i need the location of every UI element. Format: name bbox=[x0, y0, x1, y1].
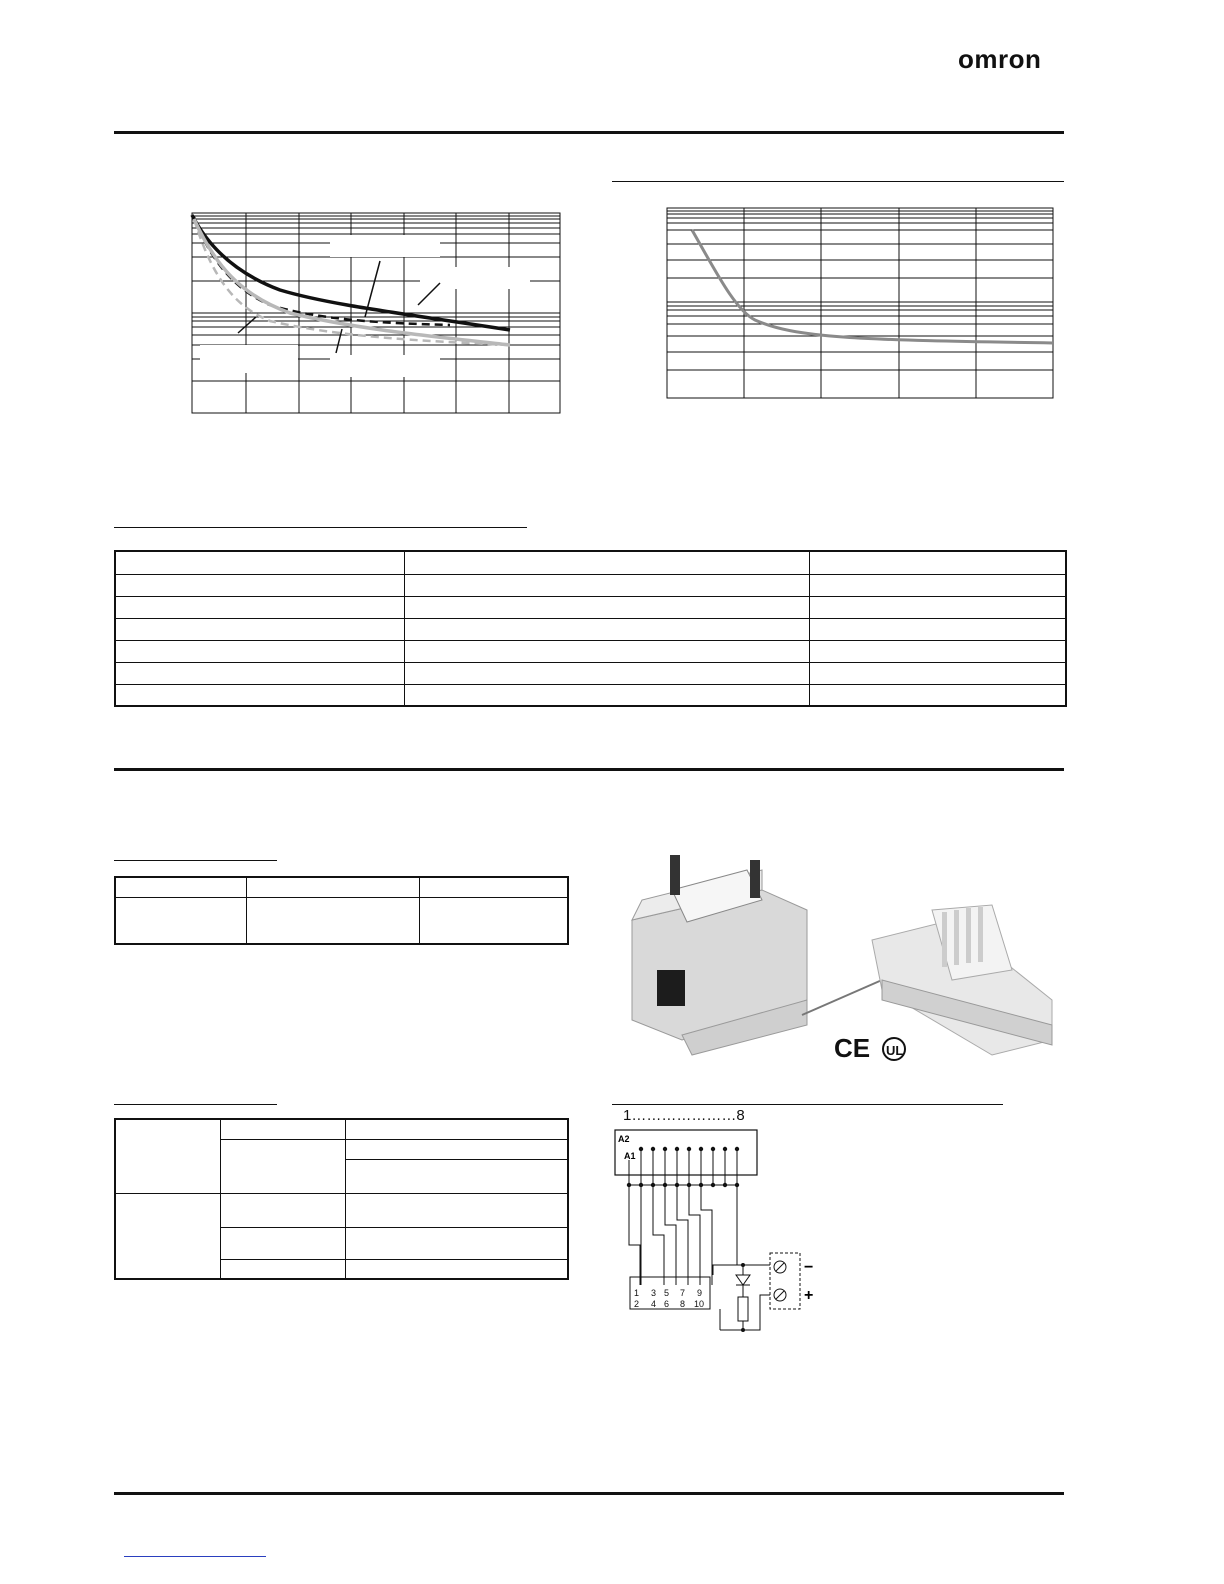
ul-mark-text: UL bbox=[886, 1043, 904, 1058]
minus-terminal-label: − bbox=[804, 1259, 814, 1276]
a1-label: A1 bbox=[624, 1151, 636, 1161]
pin-5: 5 bbox=[664, 1288, 670, 1298]
endurance-chart-right bbox=[655, 200, 1060, 405]
pin-3: 3 bbox=[651, 1288, 657, 1298]
section-rule-middle bbox=[114, 768, 1064, 771]
endurance-chart-left bbox=[180, 205, 570, 420]
section-rule-top bbox=[114, 131, 1064, 134]
chart-right-rule bbox=[612, 181, 1064, 182]
footer-link-underline[interactable] bbox=[124, 1556, 266, 1557]
pin-7: 7 bbox=[680, 1288, 686, 1298]
table1-heading-rule bbox=[114, 527, 527, 528]
table-row bbox=[115, 877, 568, 897]
pin-10: 10 bbox=[694, 1299, 705, 1309]
svg-text:CE: CE bbox=[834, 1033, 871, 1063]
a2-label: A2 bbox=[618, 1134, 630, 1144]
wiring-range-label: 1…………………8 bbox=[623, 1107, 745, 1124]
connector-module-image bbox=[632, 855, 807, 1055]
table-row bbox=[115, 596, 1066, 618]
omron-logo: omron bbox=[958, 44, 1042, 74]
terminal-dots bbox=[627, 1147, 739, 1187]
table3-heading-rule bbox=[114, 1104, 277, 1105]
table-row bbox=[115, 1119, 568, 1139]
wiring-heading-rule bbox=[612, 1104, 1003, 1105]
pin-1: 1 bbox=[634, 1288, 640, 1298]
table-row bbox=[115, 618, 1066, 640]
table-row bbox=[115, 684, 1066, 706]
ce-mark bbox=[834, 1033, 870, 1063]
table-3 bbox=[114, 1118, 569, 1280]
pin-9: 9 bbox=[697, 1288, 703, 1298]
table-1 bbox=[114, 550, 1067, 707]
pin-4: 4 bbox=[651, 1299, 657, 1309]
table-row bbox=[115, 1193, 568, 1227]
table-row bbox=[115, 662, 1066, 684]
product-photo bbox=[612, 850, 1062, 1065]
pin-8: 8 bbox=[680, 1299, 686, 1309]
table2-heading-rule bbox=[114, 860, 277, 861]
wiring-diagram bbox=[610, 1125, 830, 1345]
curve-dashed-black bbox=[194, 217, 450, 325]
plus-terminal-label: + bbox=[804, 1287, 814, 1304]
table-row bbox=[115, 640, 1066, 662]
relay-terminal-box bbox=[615, 1130, 757, 1175]
table-row bbox=[115, 574, 1066, 596]
table-2 bbox=[114, 876, 569, 945]
pin-2: 2 bbox=[634, 1299, 640, 1309]
curve-gray bbox=[692, 230, 1053, 343]
table-row bbox=[115, 551, 1066, 574]
section-rule-bottom bbox=[114, 1492, 1064, 1495]
table-row bbox=[115, 897, 568, 944]
pin-6: 6 bbox=[664, 1299, 670, 1309]
